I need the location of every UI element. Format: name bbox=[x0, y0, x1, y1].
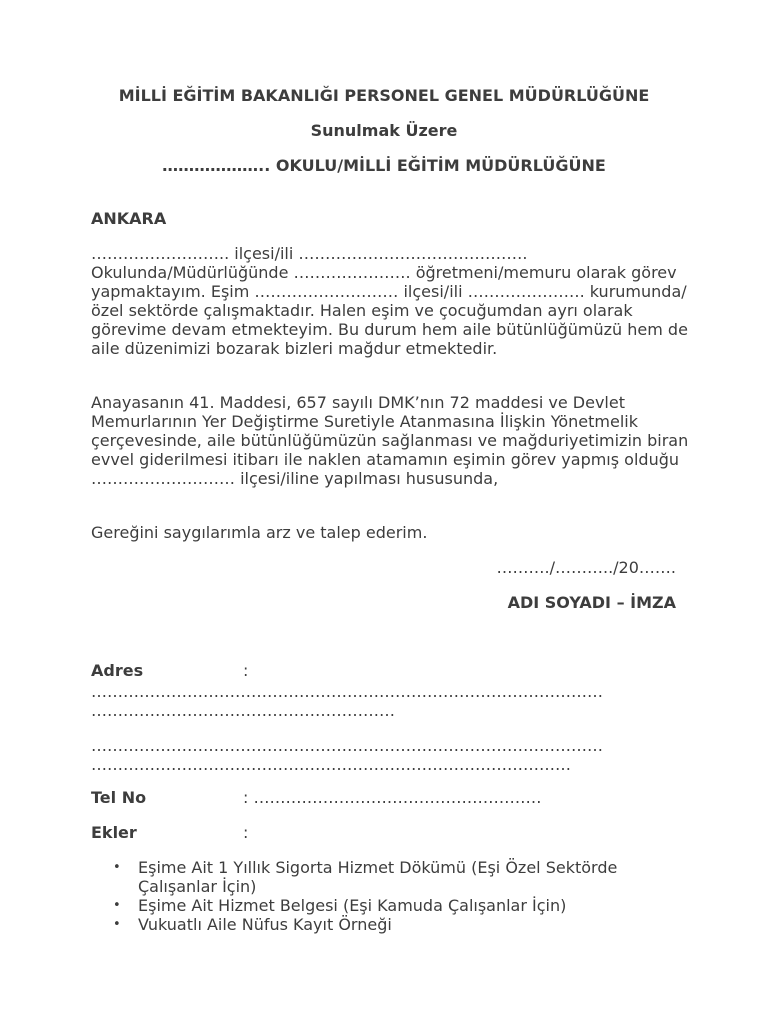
addressee-heading: MİLLİ EĞİTİM BAKANLIĞI PERSONEL GENEL MÜDÜRLÜĞÜNE bbox=[118, 86, 650, 105]
list-item: • Eşime Ait Hizmet Belgesi (Eşi Kamuda Çalışanlar İçin) bbox=[91, 896, 681, 915]
address-line-2: ………………………………………………… bbox=[91, 701, 395, 720]
paragraph-3: Gereğini saygılarımla arz ve talep ederim. bbox=[91, 523, 428, 542]
date-line: ………./………../20……. bbox=[496, 558, 676, 577]
paragraph-1: …………………….. ilçesi/ili ……………………………………. Okulunda/Müdürlüğünde …………………. öğretmeni/memuru olarak görev yapmaktayım. Eşim ……………………… ilçesi/ili …………………. kurumunda/özel sektörde çalışmaktadır. Halen eşim ve çocuğumdan ayrı olarak görevime devam etmekteyim. Bu durum hem aile bütünlüğümüzü hem de aile düzenimizi bozarak bizleri mağdur etmektedir. bbox=[91, 244, 688, 358]
paragraph-2: Anayasanın 41. Maddesi, 657 sayılı DMK’nın 72 maddesi ve Devlet Memurlarının Yer Değiştirme Suretiyle Atanmasına İlişkin Yönetmelik çerçevesinde, aile bütünlüğümüzün sağlanması ve mağduriyetimizin biran evvel giderilmesi itibarı ile naklen atamamın eşimin görev yapmış olduğu ……………………… ilçesi/iline yapılması hususunda, bbox=[91, 393, 689, 488]
phone-value: : ……………………………………………… bbox=[243, 788, 542, 807]
city-label: ANKARA bbox=[91, 209, 167, 228]
school-heading: ……………….. OKULU/MİLLİ EĞİTİM MÜDÜRLÜĞÜNE bbox=[162, 156, 606, 175]
address-line-1: …………………………………………………………………………………… bbox=[91, 682, 603, 701]
attachments-label: Ekler bbox=[91, 823, 137, 842]
signature-label: ADI SOYADI – İMZA bbox=[507, 593, 676, 612]
subheading: Sunulmak Üzere bbox=[310, 121, 458, 140]
address-line-3: …………………………………………………………………………………… bbox=[91, 736, 603, 755]
address-colon: : bbox=[243, 661, 249, 680]
address-line-4: ……………………………………………………………………………… bbox=[91, 755, 571, 774]
attachments-colon: : bbox=[243, 823, 249, 842]
attachments-list bbox=[91, 858, 681, 934]
phone-label: Tel No bbox=[91, 788, 147, 807]
list-item: • Eşime Ait 1 Yıllık Sigorta Hizmet Dökümü (Eşi Özel Sektörde Çalışanlar İçin) bbox=[91, 858, 681, 896]
address-label: Adres bbox=[91, 661, 144, 680]
list-item: • Vukuatlı Aile Nüfus Kayıt Örneği bbox=[91, 915, 681, 934]
